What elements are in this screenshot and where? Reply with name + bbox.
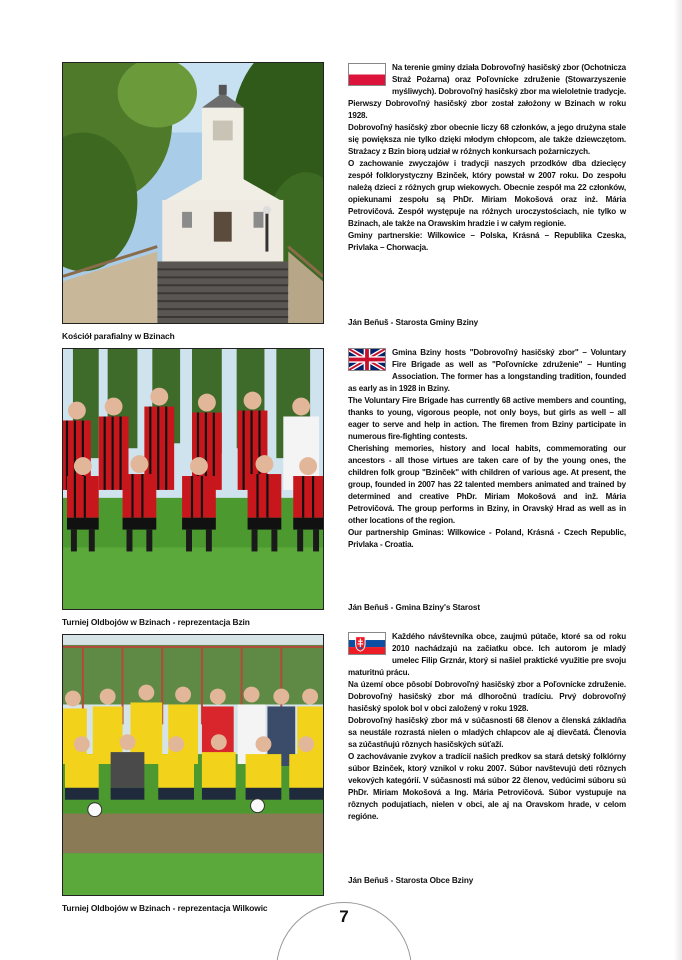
polish-paragraph: Na terenie gminy działa Dobrovoľný hasičský zbor (Ochotnicza Straż Pożarna) oraz Poľovnícke združenie (Stowarzyszenie myśliwych). Dobrovoľný hasičský zbor ma wieloletnie tradycje. Pierwszy Dobrovoľný hasičský zbor został założony w Bzinach w roku 1928. — [348, 63, 626, 120]
slovak-paragraph: Dobrovoľný hasičský zbor má v súčasnosti 68 členov a členská základňa sa neustále rozrastá nielen o mladých chlapcov ale aj dievčatá. Členovia sa zúčastňujú rôznych hasičských súťaží. — [348, 716, 626, 749]
polish-signature: Ján Beňuš - Starosta Gminy Bziny — [348, 318, 479, 327]
page-edge-shadow — [674, 0, 682, 960]
uk-flag-icon — [348, 348, 386, 371]
polish-text-block — [348, 62, 626, 254]
slovak-paragraph: Na území obce pôsobí Dobrovoľný hasičský zbor a Poľovnícke združenie. Dobrovoľný hasičský zbor má dlhoročnú tradíciu. Prvý dobrovoľný hasičský spolok bol v obci založený v roku 1928. — [348, 680, 626, 713]
polish-paragraph: Gminy partnerskie: Wilkowice – Polska, Krásná – Republika Czeska, Privlaka – Chorwacja. — [348, 231, 626, 252]
english-text-block — [348, 347, 626, 551]
slovak-paragraph: Každého návštevníka obce, zaujmú pútače, ktoré sa od roku 2010 nachádzajú na začiatku obce. Ich autorom je mladý umelec Filip Grznár, ktorý si našiel praktické využitie pre svoju maturitnú prácu. — [348, 632, 626, 677]
slovakia-flag-icon — [348, 632, 386, 655]
team-bzin-photo-caption: Turniej Oldbojów w Bzinach - reprezentacja Bzin — [62, 617, 250, 627]
team-bzin-photo — [62, 348, 324, 610]
church-photo — [62, 62, 324, 324]
team-wilkowice-photo — [62, 634, 324, 896]
english-paragraph: Cherishing memories, history and local habits, commemorating our ancestors - all those virtues are taken care of by the young ones, the children folk group "Bzinček" with children of various age. At present, the group, founded in 2007 has 22 talented members animated and trained by determined and creative PhDr. Miriam Mokošová and inž. Mária Petrovičová. The group performs in Bziny, in Oravský Hrad as well as in other locations of the region. — [348, 444, 626, 525]
polish-paragraph: O zachowanie zwyczajów i tradycji naszych przodków dba dziecięcy zespół folklorystyczny Bzinček, który powstał w 2007 roku. Do zespołu należą dzieci z różnych grup wiekowych. Obecnie zespół ma 22 członków, opiekunami zespołu są PhDr. Miriam Mokošová oraz inż. Mária Petrovičová. Zespół występuje na różnych uroczystościach, nie tylko w Bzinach, ale także na Orawskim hradzie i w całym regionie. — [348, 159, 626, 228]
polish-paragraph: Dobrovoľný hasičský zbor obecnie liczy 68 członków, a jego drużyna stale się powiększa nie tylko dzięki młodym chłopcom, ale także dziewczętom. Strażacy z Bzin biorą udział w różnych konkursach pożarniczych. — [348, 123, 626, 156]
church-photo-caption: Kościół parafialny w Bzinach — [62, 331, 175, 341]
english-paragraph: Our partnership Gminas: Wilkowice - Poland, Krásná - Czech Republic, Privlaka - Croatia. — [348, 528, 626, 549]
team-wilkowice-photo-caption: Turniej Oldbojów w Bzinach - reprezentacja Wilkowic — [62, 903, 268, 913]
poland-flag-icon — [348, 63, 386, 86]
english-paragraph: The Voluntary Fire Brigade has currently 68 active members and counting, thanks to young, vigorous people, not only boys, but girls as well – all eager to serve and help in action. The firemen from Bziny participate in numerous fire-fighting contests. — [348, 396, 626, 441]
page-number: 7 — [339, 907, 349, 926]
slovak-paragraph: O zachovávanie zvykov a tradícií našich predkov sa stará detský folklórny súbor Bzinček, ktorý vznikol v roku 2007. Súbor navštevujú deti rôznych vekových kategórií. V súčasnosti má súbor 22 členov, vedúcimi súboru sú PhDr. Miriam Mokošová a Ing. Mária Petrovičová. Súbor vystupuje na rôznych podujatiach, nielen v obci, ale aj na Oravskom hrade, v celom regióne. — [348, 752, 626, 821]
english-signature: Ján Beňuš - Gmina Bziny's Starost — [348, 603, 480, 612]
slovak-signature: Ján Beňuš - Starosta Obce Bziny — [348, 876, 474, 885]
english-paragraph: Gmina Bziny hosts "Dobrovoľný hasičský zbor" – Voluntary Fire Brigade as well as "Poľovnícke združenie" – Hunting Association. The former has a longstanding tradition, founded as early as in 1928 in Bziny. — [348, 348, 626, 393]
slovak-text-block — [348, 631, 626, 823]
